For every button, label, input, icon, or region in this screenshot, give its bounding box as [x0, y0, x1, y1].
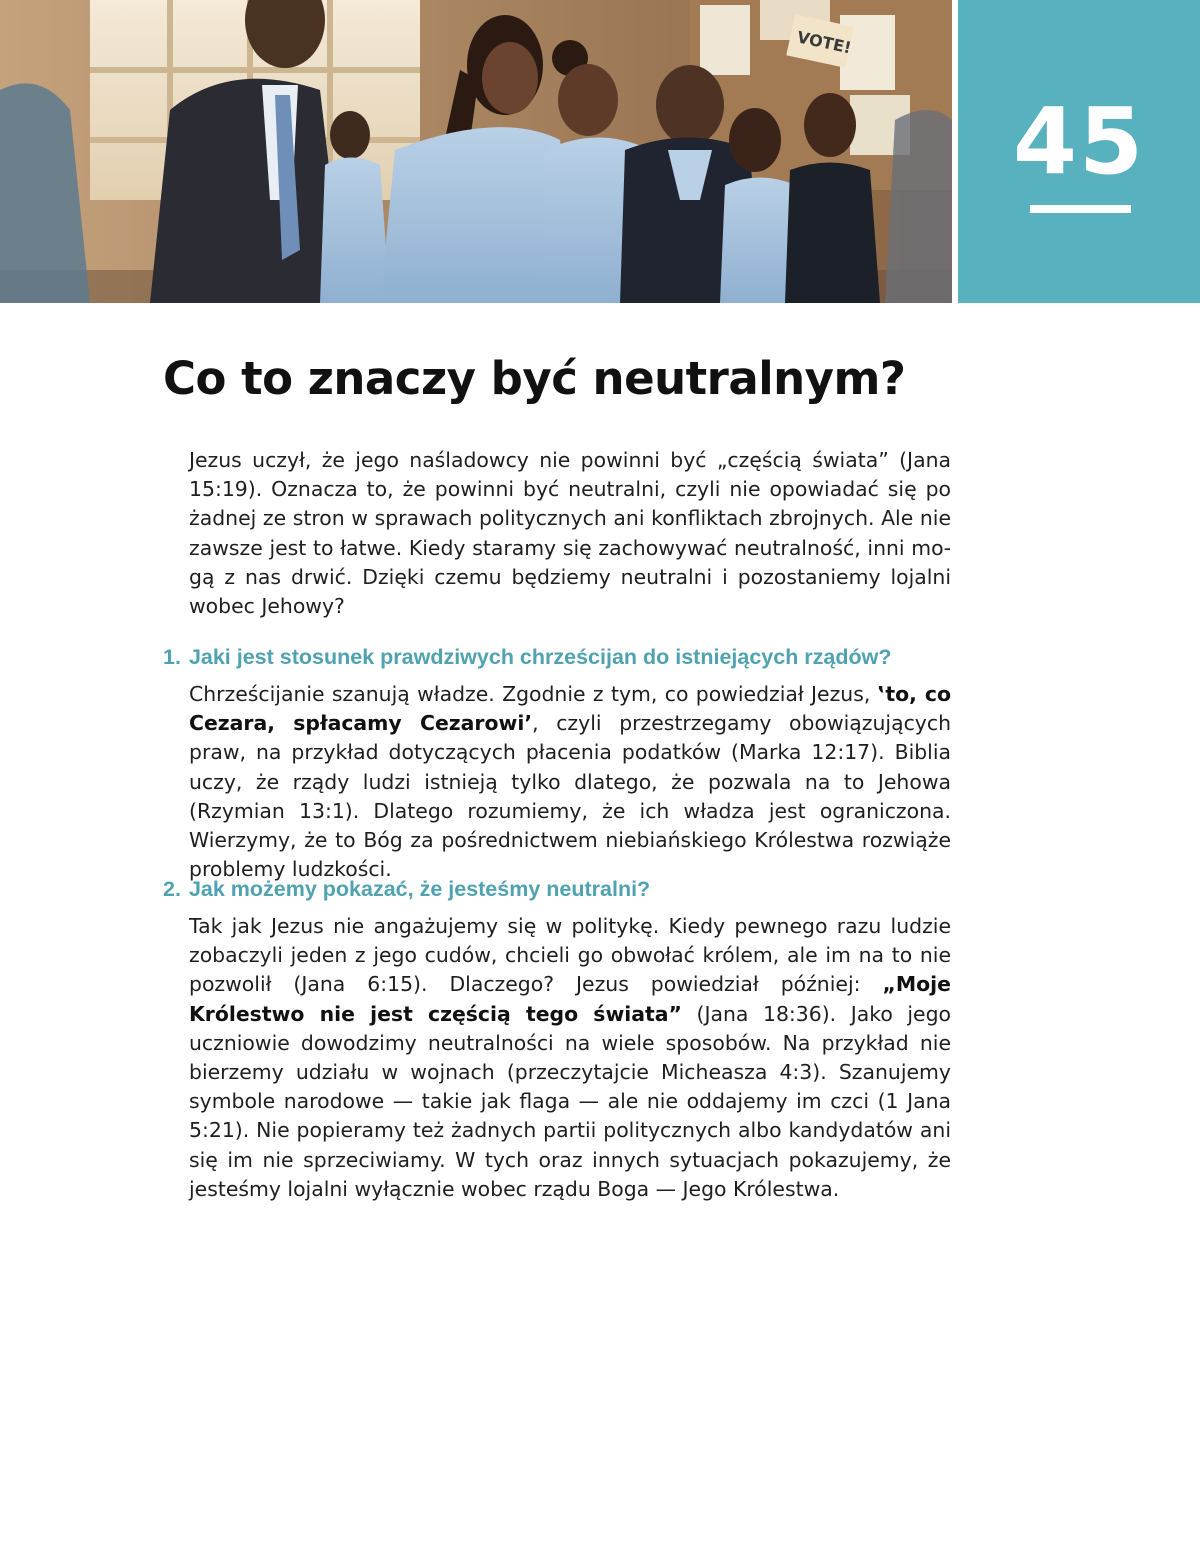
answer-quote: „Moje Królestwo nie jest częścią tego świata” — [189, 972, 951, 1026]
answer-text: (Jana 18:36). Jako jego uczniowie dowodzimy neutralności na wiele sposobów. Na przykład nie bierzemy udziału w wojnach (przeczytajcie Micheasza 4:3). Szanujemy symbole narodowe — takie jak flaga — ale nie oddajemy im czci (1 Jana 5:21). Nie popieramy też żadnych partii politycznych albo kandydatów ani się im nie sprzeciwiamy. W tych oraz innych sytuacjach pokazujemy, że jesteśmy lojalni wyłącznie wobec rządu Boga — Jego Królestwa. — [189, 1001, 951, 1201]
intro-paragraph: Jezus uczył, że jego naśladowcy nie powinni być „częścią świata” (Jana 15:19). Oznacza to, że powinni być neutralni, czyli nie opowiadać się po żadnej ze stron w sprawach politycznych ani konfliktach zbrojnych. Ale nie zawsze jest to łatwe. Kiedy staramy się zachowywać neutralność, inni mogą z nas drwić. Dzięki czemu będziemy neutralni i pozostaniemy lojalni wobec Jehowy? — [189, 448, 951, 619]
answer-paragraph-2 — [189, 912, 951, 1204]
question-number: 2. — [163, 877, 181, 901]
question-number: 1. — [163, 645, 181, 669]
question-text: Jaki jest stosunek prawdziwych chrześcijan do istniejących rządów? — [188, 645, 892, 669]
answer-text: Chrześcijanie szanują władze. Zgodnie z tym, co powiedział Jezus, — [189, 682, 878, 706]
lesson-number: 45 — [1012, 88, 1146, 195]
lesson-number-panel — [958, 0, 1200, 303]
header-photo — [0, 0, 952, 303]
answer-quote: ‛to, co Cezara, spłacamy Cezarowi’ — [189, 682, 951, 736]
answer-text: , czyli przestrzegamy obowiązujących praw, na przykład dotyczących płacenia podatków (Marka 12:17). Biblia uczy, że rządy ludzi istnieją tylko dlatego, że pozwala na to Jehowa (Rzymian 13:1). Dlatego rozumiemy, że ich władza jest ograniczona. Wierzymy, że to Bóg za pośrednictwem niebiańskiego Królestwa rozwiąże problemy ludzkości. — [189, 711, 951, 882]
question-heading-1 — [163, 645, 892, 670]
question-heading-2 — [163, 877, 650, 902]
students-standing-illustration — [0, 0, 952, 303]
poster-text: VOTE! — [795, 27, 854, 58]
page-title: Co to znaczy być neutralnym? — [163, 352, 906, 405]
answer-paragraph-1 — [189, 680, 951, 884]
question-text: Jak możemy pokazać, że jesteśmy neutralni? — [188, 877, 651, 901]
lesson-number-underline — [1030, 205, 1131, 213]
answer-text: Tak jak Jezus nie angażujemy się w politykę. Kiedy pewnego razu ludzie zobaczyli jeden z jego cudów, chcieli go obwołać królem, ale im na to nie pozwolił (Jana 6:15). Dlaczego? Jezus powiedział później: — [189, 914, 951, 997]
